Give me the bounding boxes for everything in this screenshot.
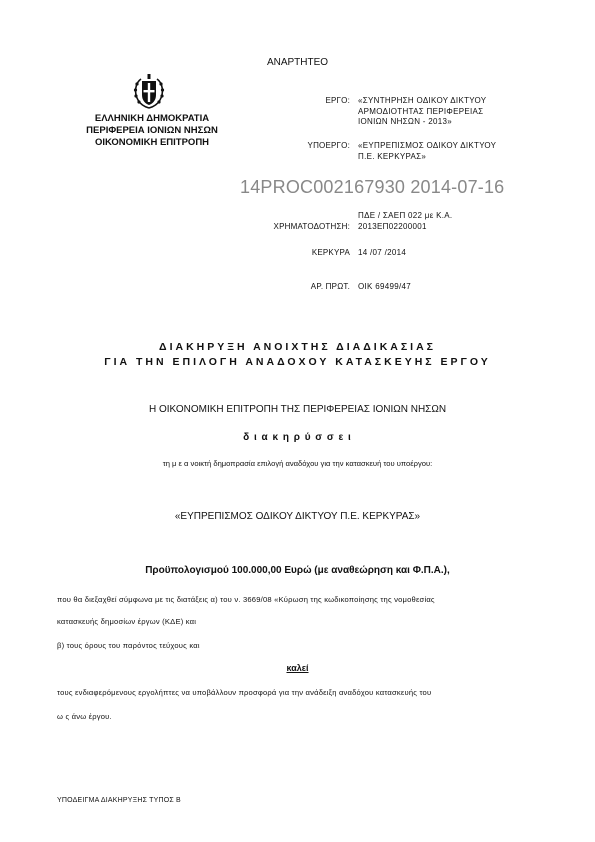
calls-word: καλεί <box>286 663 309 673</box>
posting-label: ΑΝΑΡΤΗΤΕΟ <box>266 57 329 68</box>
funding-line: 2013ΕΠ02200001 <box>358 221 427 231</box>
issuer-block <box>62 113 242 149</box>
document-title: ΔΙΑΚΗΡΥΞΗ ΑΝΟΙΧΤΗΣ ΔΙΑΔΙΚΑΣΙΑΣ <box>159 341 436 353</box>
funding-value <box>358 211 452 232</box>
funding-line: ΠΔΕ / ΣΑΕΠ 022 με Κ.Α. <box>358 211 453 220</box>
funding-label: ΧΡΗΜΑΤΟΔΟΤΗΣΗ: <box>273 222 350 231</box>
subproject-line: «ΕΥΠΡΕΠΙΣΜΟΣ ΟΔΙΚΟΥ ΔΙΚΤΥΟΥ <box>358 141 497 150</box>
declares-word: δ ι α κ η ρ ύ σ σ ε ι <box>243 432 352 443</box>
committee-line: Η ΟΙΚΟΝΟΜΙΚΗ ΕΠΙΤΡΟΠΗ ΤΗΣ ΠΕΡΙΦΕΡΕΙΑΣ ΙΟΝΙΩΝ ΝΗΣΩΝ <box>148 404 447 415</box>
project-line: ΙΟΝΙΩΝ ΝΗΣΩΝ - 2013» <box>358 117 453 126</box>
paragraph-line: τους ενδιαφερόμενους εργολήπτες να υποβάλλουν προσφορά για την ανάδειξη αναδόχου κατασκευής του <box>57 688 432 697</box>
intro-line: τη μ ε α νοικτή δημοπρασία επιλογή αναδόχου για την κατασκευή του υποέργου: <box>162 459 433 468</box>
paragraph-line: β) τους όρους του παρόντος τεύχους και <box>57 641 200 650</box>
document-subtitle: ΓΙΑ ΤΗΝ ΕΠΙΛΟΓΗ ΑΝΑΔΟΧΟΥ ΚΑΤΑΣΚΕΥΗΣ ΕΡΓΟΥ <box>104 356 491 368</box>
project-title: «ΕΥΠΡΕΠΙΣΜΟΣ ΟΔΙΚΟΥ ΔΙΚΤΥΟΥ Π.Ε. ΚΕΡΚΥΡΑΣ» <box>174 511 421 522</box>
footer-text: ΥΠΟΔΕΙΓΜΑ ΔΙΑΚΗΡΥΞΗΣ ΤΥΠΟΣ Β <box>57 797 181 804</box>
issuer-line: ΟΙΚΟΝΟΜΙΚΗ ΕΠΙΤΡΟΠΗ <box>94 137 210 148</box>
paragraph-line: που θα διεξαχθεί σύμφωνα με τις διατάξεις α) του ν. 3669/08 «Κύρωση της κωδικοποίησης της νομοθεσίας <box>57 595 435 604</box>
project-label: ΕΡΓΟ: <box>325 96 350 105</box>
project-line: ΑΡΜΟΔΙΟΤΗΤΑΣ ΠΕΡΙΦΕΡΕΙΑΣ <box>358 106 484 116</box>
paragraph-line: κατασκευής δημοσίων έργων (ΚΔΕ) και <box>57 617 197 626</box>
project-value <box>358 96 486 128</box>
protocol-value: ΟΙΚ 69499/47 <box>358 282 411 291</box>
subproject-value <box>358 141 496 162</box>
protocol-label: ΑΡ. ΠΡΩΤ. <box>310 282 350 291</box>
project-line: «ΣΥΝΤΗΡΗΣΗ ΟΔΙΚΟΥ ΔΙΚΤΥΟΥ <box>358 96 487 105</box>
date-value: 14 /07 /2014 <box>358 248 407 257</box>
budget-line: Προϋπολογισμού 100.000,00 Ευρώ (με αναθεώρηση και Φ.Π.Α.), <box>145 565 450 576</box>
subproject-label: ΥΠΟΕΡΓΟ: <box>307 141 350 150</box>
subproject-line: Π.Ε. ΚΕΡΚΥΡΑΣ» <box>358 151 427 161</box>
coat-of-arms-icon <box>131 73 167 111</box>
issuer-line: ΠΕΡΙΦΕΡΕΙΑ ΙΟΝΙΩΝ ΝΗΣΩΝ <box>86 125 218 136</box>
reference-number: 14PROC002167930 2014-07-16 <box>240 177 505 197</box>
place-label: ΚΕΡΚΥΡΑ <box>311 248 350 257</box>
paragraph-line: ω ς άνω έργου. <box>57 712 112 721</box>
issuer-line: ΕΛΛΗΝΙΚΗ ΔΗΜΟΚΡΑΤΙΑ <box>94 113 210 124</box>
